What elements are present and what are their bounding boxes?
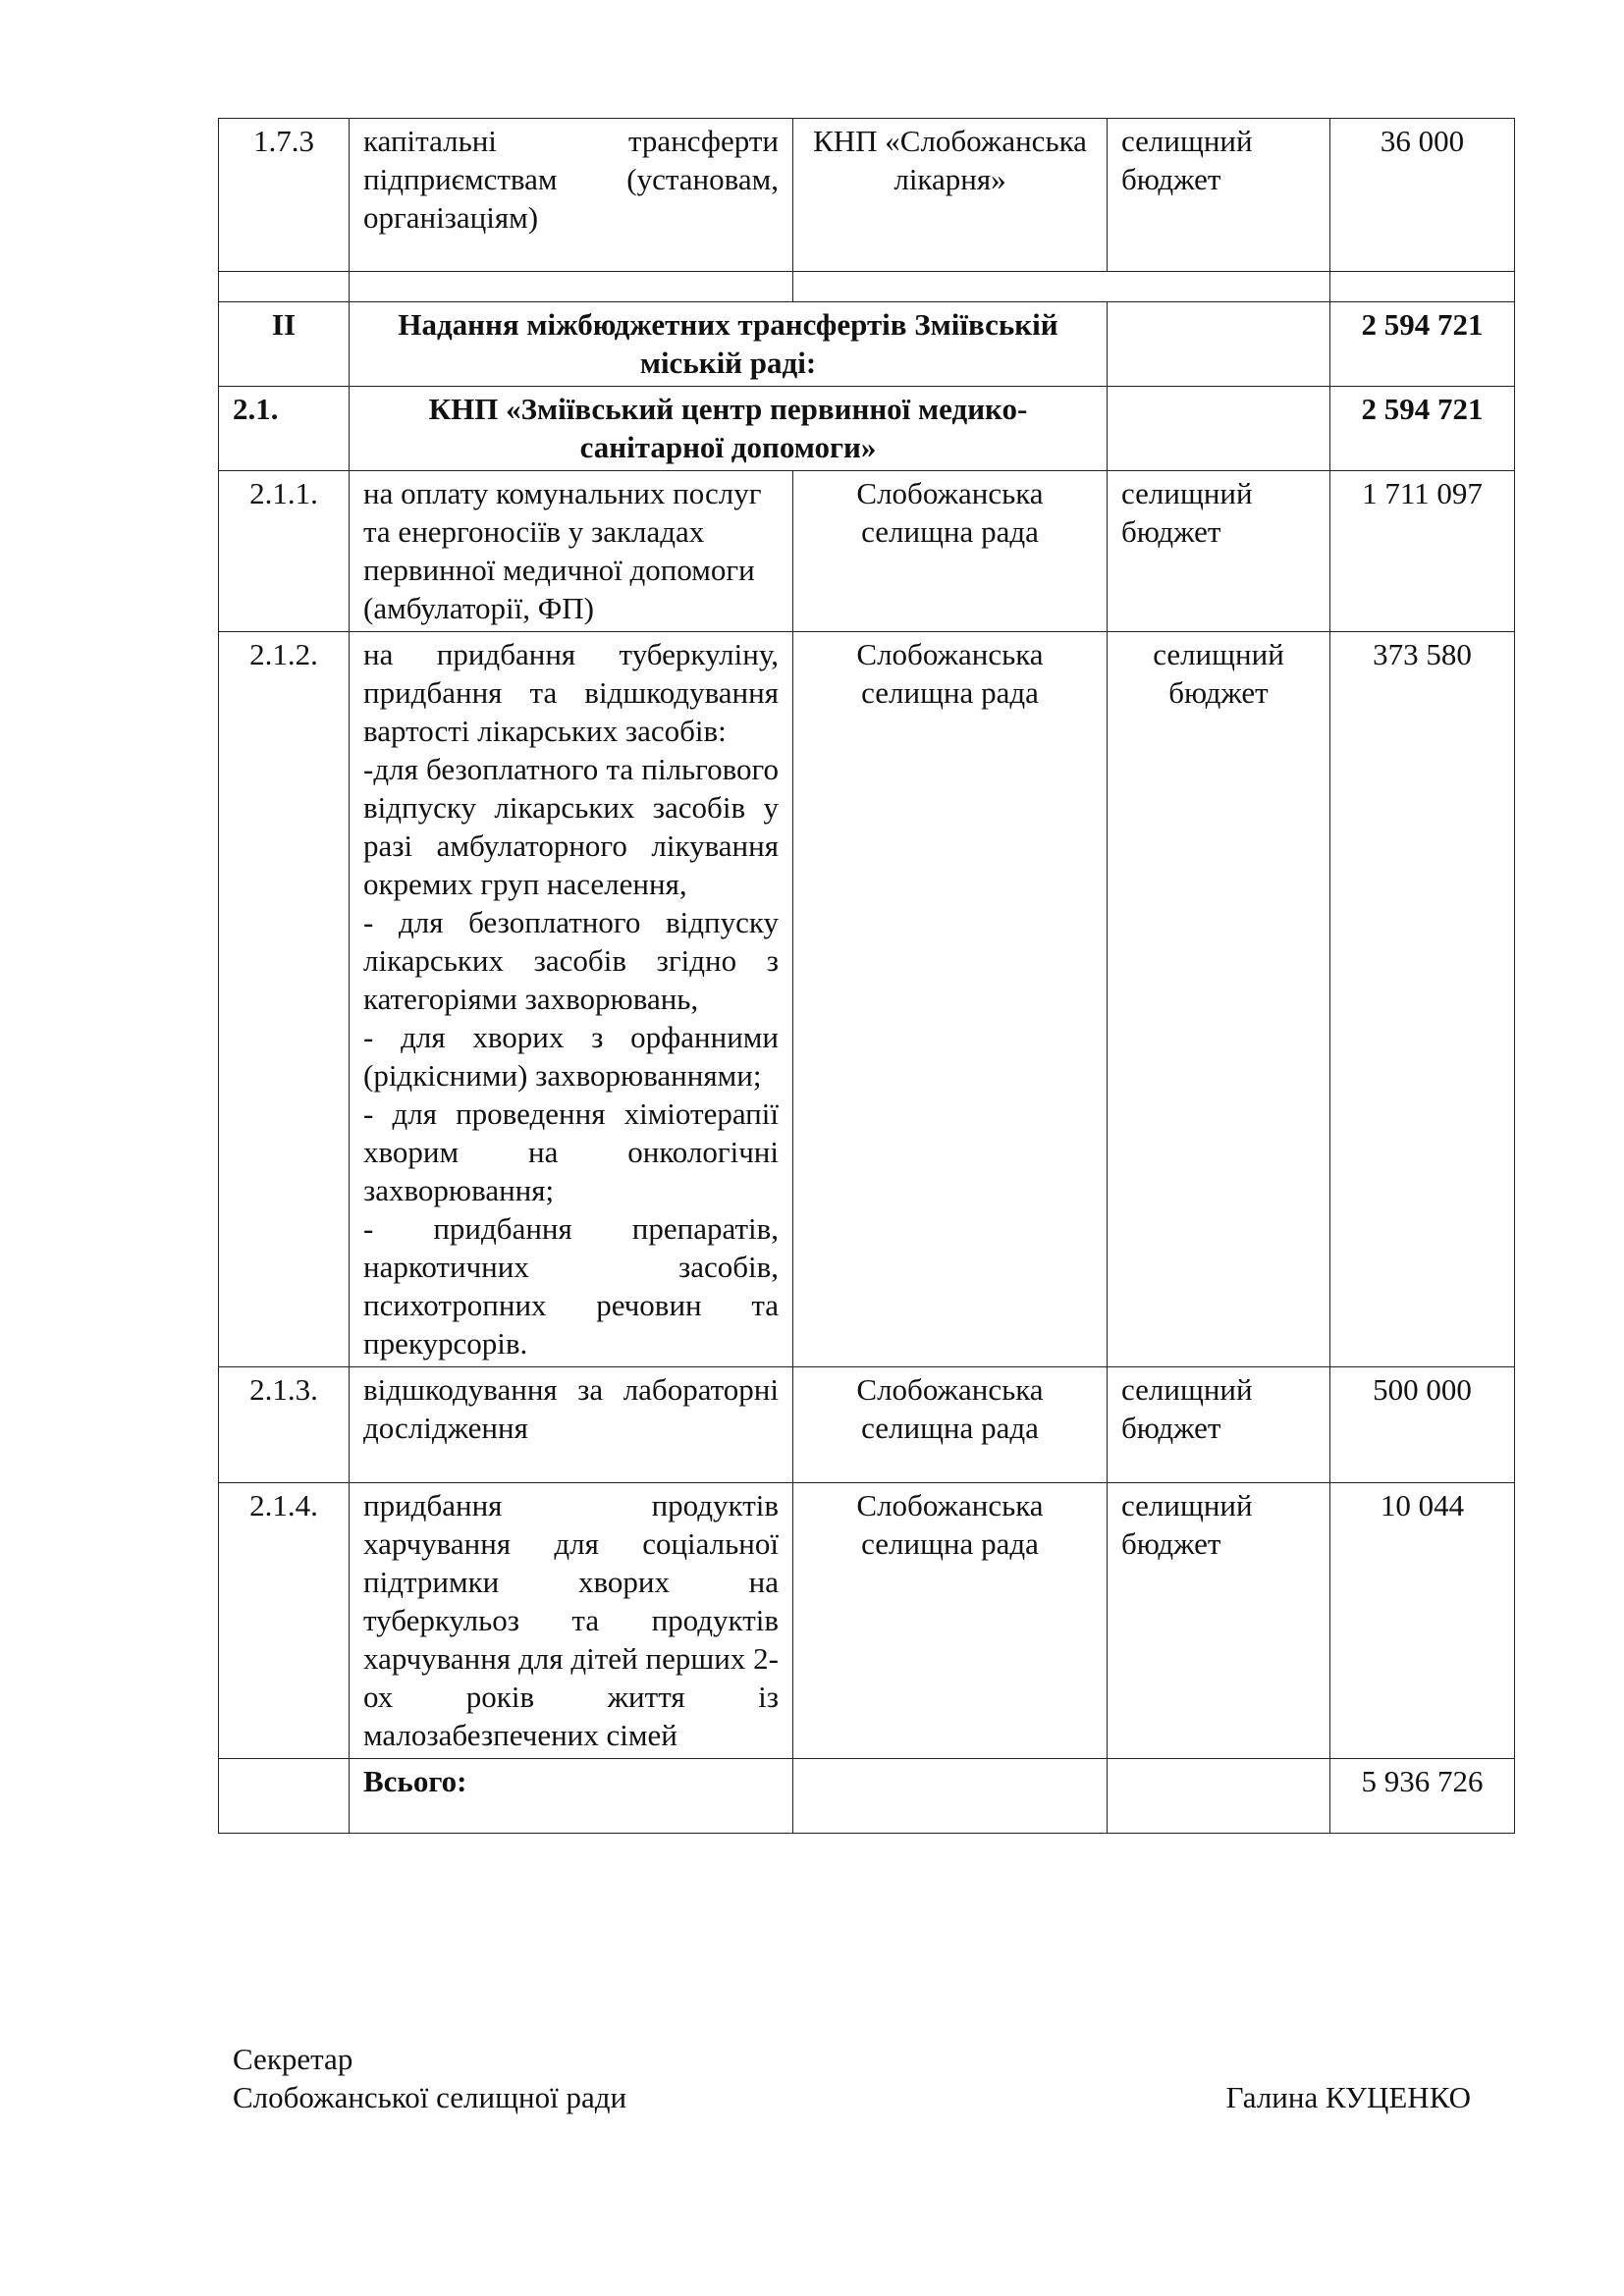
section-amount: 2 594 721 (1330, 302, 1515, 387)
description-line: - для проведення хіміотерапії хворим на онкологічні захворювання; (363, 1096, 779, 1207)
row-amount: 1 711 097 (1330, 471, 1515, 632)
row-executor: Слобожанська селищна рада (793, 632, 1108, 1367)
section-number: II (219, 302, 350, 387)
total-row (219, 1759, 1515, 1834)
table-row (219, 632, 1515, 1367)
description-line: на придбання туберкуліну, придбання та відшкодування вартості лікарських засобів: (363, 637, 779, 748)
description-line: - придбання препаратів, наркотичних засобів, психотропних речовин та прекурсорів. (363, 1211, 779, 1361)
description-line: -для безоплатного та пільгового відпуску лікарських засобів у разі амбулаторного лікування окремих груп населення, (363, 752, 779, 901)
description-line: - для безоплатного відпуску лікарських засобів згідно з категоріями захворювань, (363, 905, 779, 1016)
row-source: селищний бюджет (1108, 1367, 1330, 1483)
total-amount: 5 936 726 (1330, 1759, 1515, 1834)
signature-organization: Слобожанської селищної ради (233, 2080, 627, 2114)
row-executor: Слобожанська селищна рада (793, 471, 1108, 632)
row-number: 2.1.4. (219, 1483, 350, 1759)
row-number: 2.1.2. (219, 632, 350, 1367)
signature-title: Секретар (233, 2042, 353, 2076)
document-page (218, 118, 1514, 1834)
row-description: відшкодування за лабораторні дослідження (350, 1367, 793, 1483)
row-description: придбання продуктів харчування для соціальної підтримки хворих на туберкульоз та продуктів харчування для дітей перших 2-ох років життя із малозабезпечених сімей (350, 1483, 793, 1759)
section-row (219, 302, 1515, 387)
row-amount: 10 044 (1330, 1483, 1515, 1759)
row-executor: КНП «Слобожанська лікарня» (793, 119, 1108, 272)
row-amount: 500 000 (1330, 1367, 1515, 1483)
subsection-row (219, 387, 1515, 471)
table-row (219, 119, 1515, 272)
row-number: 2.1.1. (219, 471, 350, 632)
section-title: Надання міжбюджетних трансфертів Зміївській міській раді: (350, 302, 1108, 387)
signature-block (233, 2040, 626, 2116)
row-executor: Слобожанська селищна рада (793, 1483, 1108, 1759)
table-row (219, 1367, 1515, 1483)
budget-table (218, 118, 1515, 1834)
row-number: 1.7.3 (219, 119, 350, 272)
row-number: 2.1.3. (219, 1367, 350, 1483)
row-source: селищний бюджет (1108, 119, 1330, 272)
row-amount: 36 000 (1330, 119, 1515, 272)
subsection-amount: 2 594 721 (1330, 387, 1515, 471)
subsection-number: 2.1. (219, 387, 350, 471)
empty-row (219, 272, 1515, 302)
row-source: селищний бюджет (1108, 471, 1330, 632)
row-description (350, 632, 793, 1367)
row-description: на оплату комунальних послуг та енергоносіїв у закладах первинної медичної допомоги (амбулаторії, ФП) (350, 471, 793, 632)
row-source: селищний бюджет (1108, 1483, 1330, 1759)
total-label: Всього: (350, 1759, 793, 1834)
signature-name: Галина КУЦЕНКО (1225, 2080, 1471, 2114)
row-amount: 373 580 (1330, 632, 1515, 1367)
row-description: капітальні трансферти підприємствам (установам, організаціям) (350, 119, 793, 272)
row-executor: Слобожанська селищна рада (793, 1367, 1108, 1483)
table-row (219, 471, 1515, 632)
description-line: - для хворих з орфанними (рідкісними) захворюваннями; (363, 1020, 779, 1093)
row-source: селищний бюджет (1108, 632, 1330, 1367)
table-row (219, 1483, 1515, 1759)
subsection-title: КНП «Зміївський центр первинної медико-санітарної допомоги» (350, 387, 1108, 471)
